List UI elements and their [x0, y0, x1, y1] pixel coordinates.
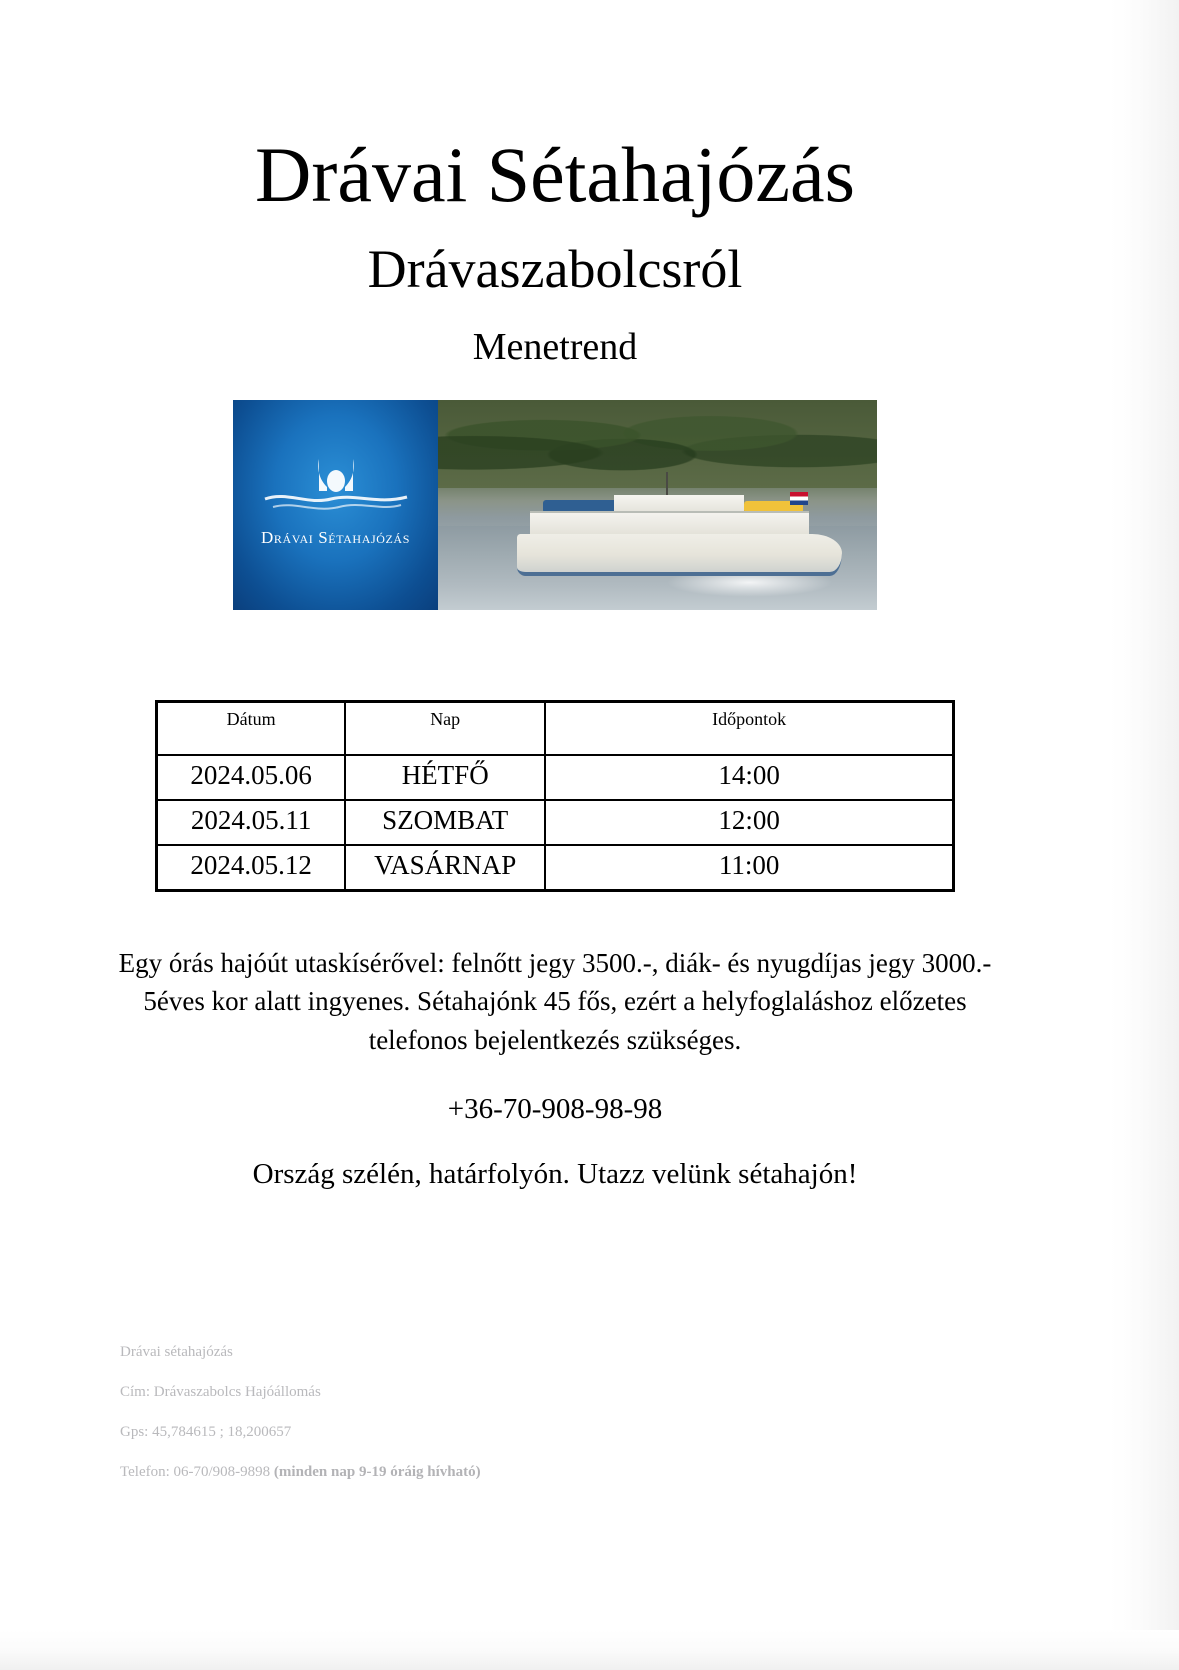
- footer-gps: Gps: 45,784615 ; 18,200657: [120, 1424, 292, 1440]
- schedule-table-wrapper: [155, 700, 955, 892]
- section-title: Menetrend: [472, 326, 638, 368]
- boat-hull: [517, 534, 842, 577]
- cell-date: 2024.05.12: [157, 845, 346, 891]
- column-header-date: Dátum: [157, 702, 346, 756]
- boat-mast: [666, 472, 668, 497]
- schedule-table: [155, 700, 955, 892]
- slogan: Ország szélén, határfolyón. Utazz velünk sétahajón!: [252, 1157, 858, 1190]
- page-subtitle: Drávaszabolcsról: [367, 239, 743, 299]
- cell-date: 2024.05.06: [157, 755, 346, 800]
- passenger-boat: [517, 480, 842, 577]
- cell-time: 12:00: [545, 800, 953, 845]
- boat-photo: [438, 400, 877, 610]
- cell-day: SZOMBAT: [345, 800, 545, 845]
- table-row: [157, 800, 954, 845]
- riverbank-trees: [438, 400, 877, 488]
- contact-phone[interactable]: +36-70-908-98-98: [447, 1092, 663, 1125]
- pricing-line-2: 5éves kor alatt ingyenes. Sétahajónk 45 fős, ezért a helyfoglaláshoz előzetes: [143, 986, 967, 1017]
- cell-day: HÉTFŐ: [345, 755, 545, 800]
- footer-telephone-label: Telefon: 06-70/908-9898: [120, 1464, 271, 1480]
- footer-company: Drávai sétahajózás: [120, 1344, 233, 1360]
- footer-telephone-note: (minden nap 9-19 óráig hívható): [273, 1464, 481, 1480]
- cell-date: 2024.05.11: [157, 800, 346, 845]
- cell-day: VASÁRNAP: [345, 845, 545, 891]
- banner-image: [233, 400, 877, 610]
- page-title: Drávai Sétahajózás: [255, 131, 855, 218]
- boat-flag-icon: [790, 492, 808, 505]
- pricing-info: [75, 944, 1035, 1059]
- footer-address: Cím: Drávaszabolcs Hajóállomás: [120, 1384, 321, 1400]
- footer-telephone: [120, 1465, 820, 1480]
- pricing-line-1: Egy órás hajóút utaskísérővel: felnőtt jegy 3500.-, diák- és nyugdíjas jegy 3000.-: [118, 948, 992, 978]
- cell-time: 14:00: [545, 755, 953, 800]
- company-logo: [233, 400, 438, 610]
- cell-time: 11:00: [545, 845, 953, 891]
- footer: [120, 1345, 820, 1505]
- table-header-row: [157, 702, 954, 756]
- table-row: [157, 755, 954, 800]
- pricing-line-3: telefonos bejelentkezés szükséges.: [368, 1024, 742, 1055]
- boat-waves-logo-icon: [261, 451, 411, 517]
- page-edge-bottom: [0, 1630, 1179, 1670]
- table-row: [157, 845, 954, 891]
- page-edge-right: [1110, 0, 1179, 1670]
- logo-wordmark: Drávai Sétahajózás: [261, 528, 410, 548]
- column-header-day: Nap: [345, 702, 545, 756]
- column-header-time: Időpontok: [545, 702, 953, 756]
